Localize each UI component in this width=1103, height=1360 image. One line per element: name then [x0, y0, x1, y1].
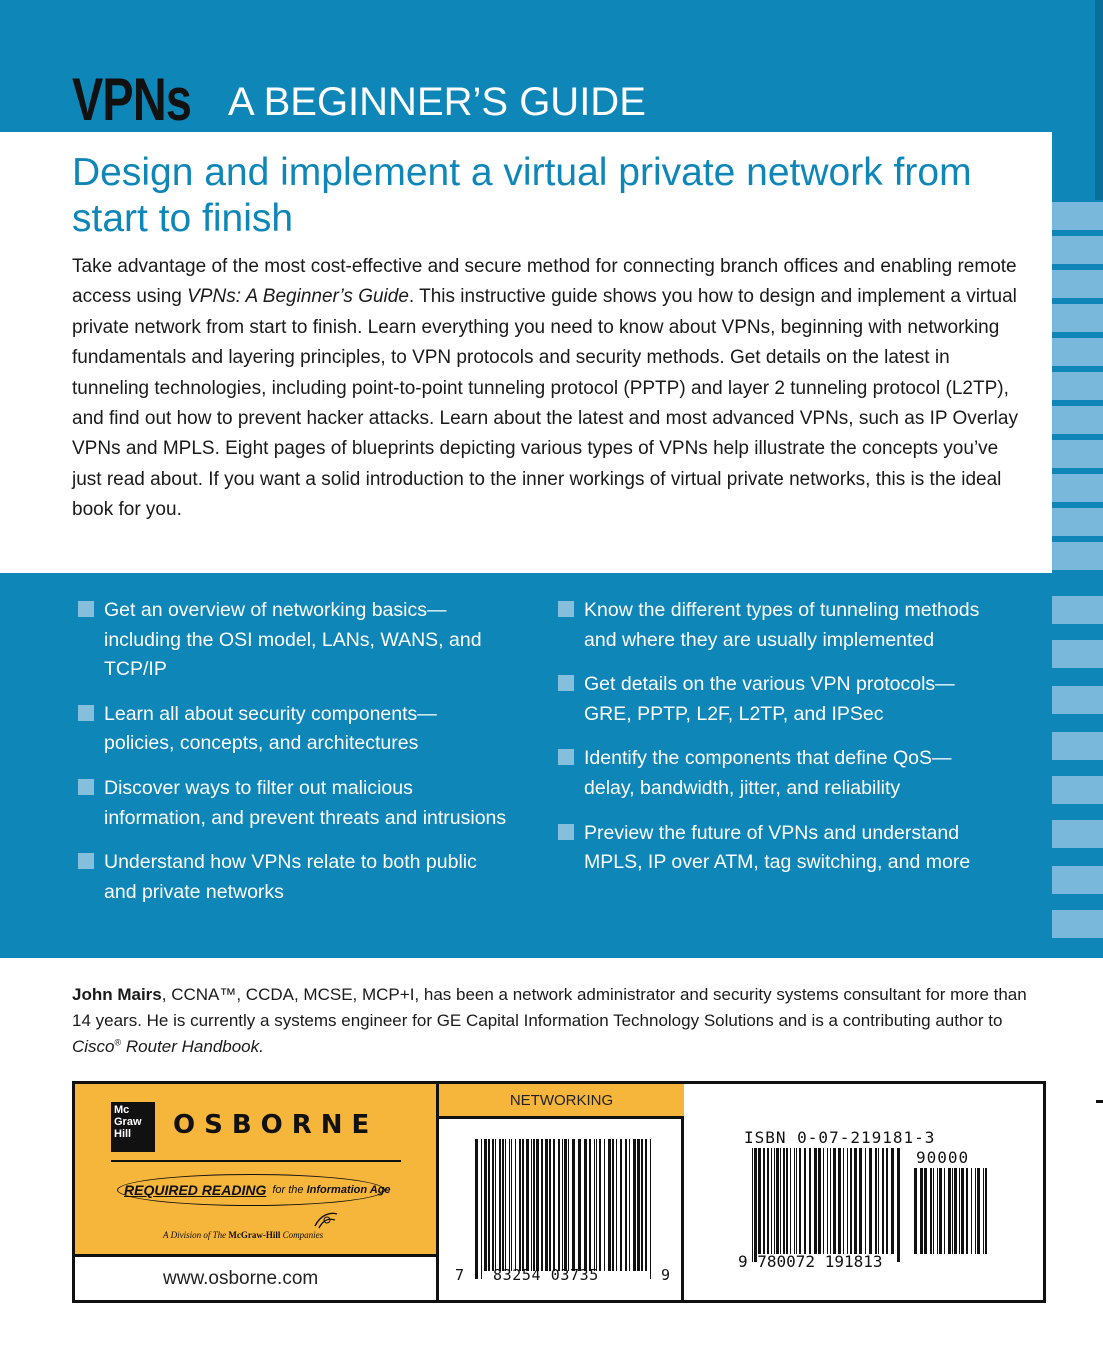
barcode-bar — [930, 1168, 932, 1254]
feature-text: Know the different types of tunneling methods and where they are usually implemented — [584, 599, 980, 651]
barcode-bar — [511, 1139, 512, 1271]
barcode-bar — [594, 1139, 595, 1271]
barcode-bar — [505, 1139, 506, 1271]
tagline-for: for the — [272, 1184, 304, 1196]
footer-box — [72, 1081, 1046, 1303]
barcode-bar — [758, 1148, 761, 1254]
feature-text: Preview the future of VPNs and understand MPLS, IP over ATM, tag switching, and more — [584, 821, 971, 874]
intro-text-part1: Take advantage of the most cost-effective and secure method for connecting branch offices and enabling remote access using — [72, 256, 1017, 308]
feature-text: Understand how VPNs relate to both public and private networks — [104, 851, 477, 903]
feature-text: Discover ways to filter out malicious information, and prevent threats and intrusions — [104, 776, 507, 829]
barcode-bar — [553, 1139, 555, 1271]
barcode-bar — [961, 1168, 964, 1254]
feature-text: Learn all about security components— policies, concepts, and architectures — [104, 702, 437, 755]
barcode-bar — [830, 1148, 831, 1254]
barcode-bar — [541, 1139, 543, 1271]
spine-tab — [1052, 686, 1103, 714]
barcode-bar — [850, 1148, 852, 1254]
barcode-bar — [650, 1139, 651, 1279]
barcode-bar — [859, 1148, 862, 1254]
barcode-bar — [641, 1139, 643, 1271]
spine-edge — [1095, 0, 1103, 200]
barcode-bar — [774, 1148, 775, 1254]
barcode-bar — [519, 1139, 521, 1271]
bullet-square-icon — [78, 779, 94, 795]
barcode-bar — [492, 1139, 494, 1271]
barcode-bar — [843, 1148, 844, 1254]
barcode-bar — [983, 1168, 984, 1254]
spine-tab — [1052, 440, 1103, 468]
logo-text: Mc — [114, 1104, 130, 1116]
barcode-bar — [865, 1148, 866, 1254]
barcode-bar — [786, 1148, 788, 1254]
barcode-bar — [891, 1148, 894, 1254]
barcode-bar — [475, 1139, 478, 1279]
author-book-brand: Cisco — [72, 1037, 115, 1056]
barcode-bar — [971, 1168, 972, 1254]
spine-tab — [1052, 304, 1103, 332]
barcode-bar — [937, 1168, 938, 1254]
feature-text: Get details on the various VPN protocols— GRE, PPTP, L2F, L2TP, and IPSec — [584, 673, 955, 725]
price-code: 90000 — [916, 1148, 970, 1167]
barcode-bar — [495, 1139, 496, 1271]
swoosh-icon — [313, 1210, 339, 1230]
barcode-bar — [533, 1139, 535, 1271]
barcode-bar — [515, 1139, 516, 1271]
divider — [111, 1160, 401, 1162]
isbn-block — [684, 1084, 1043, 1300]
barcode-bar — [564, 1139, 567, 1271]
upc-block — [439, 1084, 684, 1300]
author-book-rest: Router Handbook. — [121, 1037, 264, 1056]
barcode-bar — [562, 1139, 563, 1271]
barcode-bar — [959, 1168, 960, 1254]
barcode-bar — [645, 1139, 647, 1271]
author-name: John Mairs — [72, 985, 162, 1004]
tagline-rest — [272, 1184, 390, 1196]
barcode-bar — [924, 1168, 927, 1254]
registered-mark: ® — [114, 1037, 122, 1048]
barcode-bar — [948, 1168, 951, 1254]
barcode-bar — [522, 1139, 524, 1271]
spine-tab — [1052, 236, 1103, 264]
author-bio-text: , CCNA™, CCDA, MCSE, MCP+I, has been a network administrator and security systems consultant for more than 14 years. He is currently a systems engineer for GE Capital Information Technology Solutions and is a contributing author to — [72, 985, 1027, 1030]
barcode-bar — [484, 1139, 487, 1271]
bullet-square-icon — [558, 675, 574, 691]
intro-text-part2: . This instructive guide shows you how to design and implement a virtual private network from start to finish. Learn everything you need to know about VPNs, beginning with networking fundamentals and layering principles, to VPN protocols and security methods. Get details on the latest in tunneling technologies, including point-to-point tunneling protocol (PPTP) and layer 2 tunneling protocol (L2TP), and find out how to prevent hacker attacks. Learn about the latest and most advanced VPNs, such as IP Overlay VPNs and MPLS. Eight pages of blueprints depicting various types of VPNs help illustrate the concepts you’ve just read about. If you want a solid introduction to the inner workings of virtual private networks, this is the ideal book for you. — [72, 286, 1018, 521]
spine-tab — [1052, 820, 1103, 848]
feature-item — [558, 596, 988, 655]
barcode-bar — [944, 1168, 945, 1254]
barcode-bar — [629, 1139, 630, 1271]
publisher-block — [75, 1084, 439, 1254]
barcode-bar — [823, 1148, 824, 1254]
barcode-bar — [502, 1139, 504, 1271]
spine-tab — [1052, 910, 1103, 938]
barcode-bar — [952, 1168, 953, 1254]
barcode-bar — [838, 1148, 841, 1254]
author-bio — [72, 982, 1042, 1060]
feature-item — [558, 819, 988, 878]
barcode-bar — [796, 1148, 797, 1254]
barcode-bar — [878, 1148, 879, 1254]
category-label: NETWORKING — [439, 1084, 684, 1119]
barcode-bar — [481, 1139, 482, 1279]
bullet-square-icon — [78, 853, 94, 869]
division-company: McGraw-Hill — [228, 1230, 281, 1240]
barcode-bar — [752, 1148, 753, 1262]
spine-tab — [1052, 640, 1103, 668]
publisher-tagline — [117, 1174, 391, 1206]
barcode-bar — [589, 1139, 591, 1271]
barcode-bar — [814, 1148, 817, 1254]
barcode-bar — [526, 1139, 529, 1271]
barcode-bar — [549, 1139, 551, 1271]
upc-middle-digits: 83254 03735 — [493, 1266, 599, 1284]
price-addon-barcode — [914, 1168, 990, 1254]
barcode-bar — [637, 1139, 640, 1271]
barcode-bar — [568, 1139, 569, 1271]
barcode-bar — [920, 1168, 923, 1254]
title-main: VPNs — [72, 66, 192, 133]
spine-tab — [1052, 596, 1103, 624]
tagline-emphasis: Information Age — [306, 1184, 391, 1196]
spine-tab — [1052, 732, 1103, 760]
barcode-bar — [608, 1139, 611, 1271]
barcode-bar — [620, 1139, 622, 1271]
barcode-bar — [882, 1148, 884, 1254]
barcode-bar — [790, 1148, 791, 1254]
logo-text: Hill — [114, 1128, 132, 1140]
ean-digits: 9 780072 191813 — [738, 1252, 883, 1271]
barcode-bar — [596, 1139, 597, 1271]
bullet-square-icon — [558, 749, 574, 765]
spine-tab — [1052, 776, 1103, 804]
spine-tab — [1052, 406, 1103, 434]
spine-tab — [1052, 338, 1103, 366]
feature-item — [78, 774, 508, 833]
division-suffix: Companies — [282, 1230, 324, 1240]
division-prefix: A Division of The — [163, 1230, 227, 1240]
barcode-bar — [633, 1139, 636, 1271]
barcode-bar — [809, 1148, 811, 1254]
publisher-name: OSBORNE — [173, 1110, 379, 1140]
feature-list-right — [558, 596, 988, 893]
intro-book-title: VPNs: A Beginner’s Guide — [187, 286, 409, 308]
barcode-bar — [875, 1148, 877, 1254]
title-subtitle: A BEGINNER’S GUIDE — [228, 80, 646, 124]
barcode-bar — [827, 1148, 828, 1254]
barcode-bar — [545, 1139, 548, 1271]
barcode-bar — [897, 1148, 900, 1262]
barcode-bar — [763, 1148, 765, 1254]
spine-tab — [1052, 542, 1103, 570]
barcode-bar — [499, 1139, 501, 1271]
publisher-url: www.osborne.com — [75, 1254, 439, 1300]
barcode-bar — [558, 1139, 560, 1271]
barcode-bar — [799, 1148, 801, 1254]
barcode-bar — [975, 1168, 976, 1254]
spine-tab — [1052, 202, 1103, 230]
barcode-bar — [869, 1148, 872, 1254]
barcode-bar — [933, 1168, 934, 1254]
feature-text: Get an overview of networking basics— including the OSI model, LANs, WANS, and TCP/IP — [104, 599, 482, 681]
bullet-square-icon — [78, 705, 94, 721]
barcode-bar — [966, 1168, 968, 1254]
barcode-bar — [985, 1168, 987, 1254]
feature-item — [558, 670, 988, 729]
barcode-bar — [854, 1148, 857, 1254]
spine-tab — [1052, 508, 1103, 536]
barcode-bar — [954, 1168, 957, 1254]
barcode-bar — [939, 1168, 942, 1254]
logo-text: Graw — [114, 1116, 142, 1128]
feature-list-left — [78, 596, 508, 922]
barcode-bar — [536, 1139, 539, 1271]
barcode-bar — [818, 1148, 821, 1254]
barcode-bar — [616, 1139, 617, 1271]
barcode-bar — [833, 1148, 836, 1254]
cover-title — [72, 56, 646, 133]
barcode-bar — [914, 1168, 917, 1254]
bullet-square-icon — [558, 601, 574, 617]
feature-item — [558, 744, 988, 803]
upc-lead-digit: 7 — [455, 1266, 465, 1284]
barcode-bar — [612, 1139, 614, 1271]
barcode-bar — [509, 1139, 510, 1271]
barcode-bar — [584, 1139, 587, 1271]
spine-tab — [1052, 866, 1103, 894]
barcode-bar — [771, 1148, 772, 1254]
barcode-bar — [767, 1148, 769, 1254]
barcode-bar — [488, 1139, 490, 1271]
barcode-bar — [977, 1168, 980, 1254]
barcode-bar — [886, 1148, 888, 1254]
barcode-bar — [776, 1148, 779, 1254]
mcgraw-hill-logo — [111, 1102, 155, 1152]
barcode-bar — [847, 1148, 848, 1254]
barcode-bar — [531, 1139, 532, 1271]
isbn-label: ISBN 0-07-219181-3 — [744, 1128, 936, 1147]
intro-paragraph — [72, 252, 1032, 526]
barcode-bar — [804, 1148, 806, 1254]
crop-mark — [1096, 1100, 1103, 1103]
spine-tab — [1052, 372, 1103, 400]
spine-tab — [1052, 474, 1103, 502]
feature-item — [78, 596, 508, 685]
barcode-bar — [599, 1139, 601, 1271]
barcode-bar — [780, 1148, 781, 1254]
barcode-bar — [754, 1148, 757, 1262]
barcode-bar — [578, 1139, 581, 1271]
page-headline: Design and implement a virtual private network from start to finish — [72, 151, 972, 240]
barcode-bar — [604, 1139, 605, 1271]
upc-barcode — [475, 1139, 655, 1271]
ean-barcode — [752, 1148, 902, 1254]
division-note — [163, 1230, 323, 1240]
bullet-square-icon — [78, 601, 94, 617]
barcode-bar — [783, 1148, 785, 1254]
feature-item — [78, 700, 508, 759]
tagline-main: REQUIRED READING — [124, 1182, 267, 1198]
feature-item — [78, 848, 508, 907]
feature-text: Identify the components that define QoS— delay, bandwidth, jitter, and reliability — [584, 747, 952, 799]
barcode-bar — [794, 1148, 795, 1254]
bullet-square-icon — [558, 824, 574, 840]
spine-tab — [1052, 270, 1103, 298]
barcode-bar — [572, 1139, 575, 1271]
barcode-bar — [625, 1139, 627, 1271]
upc-check-digit: 9 — [661, 1266, 671, 1284]
